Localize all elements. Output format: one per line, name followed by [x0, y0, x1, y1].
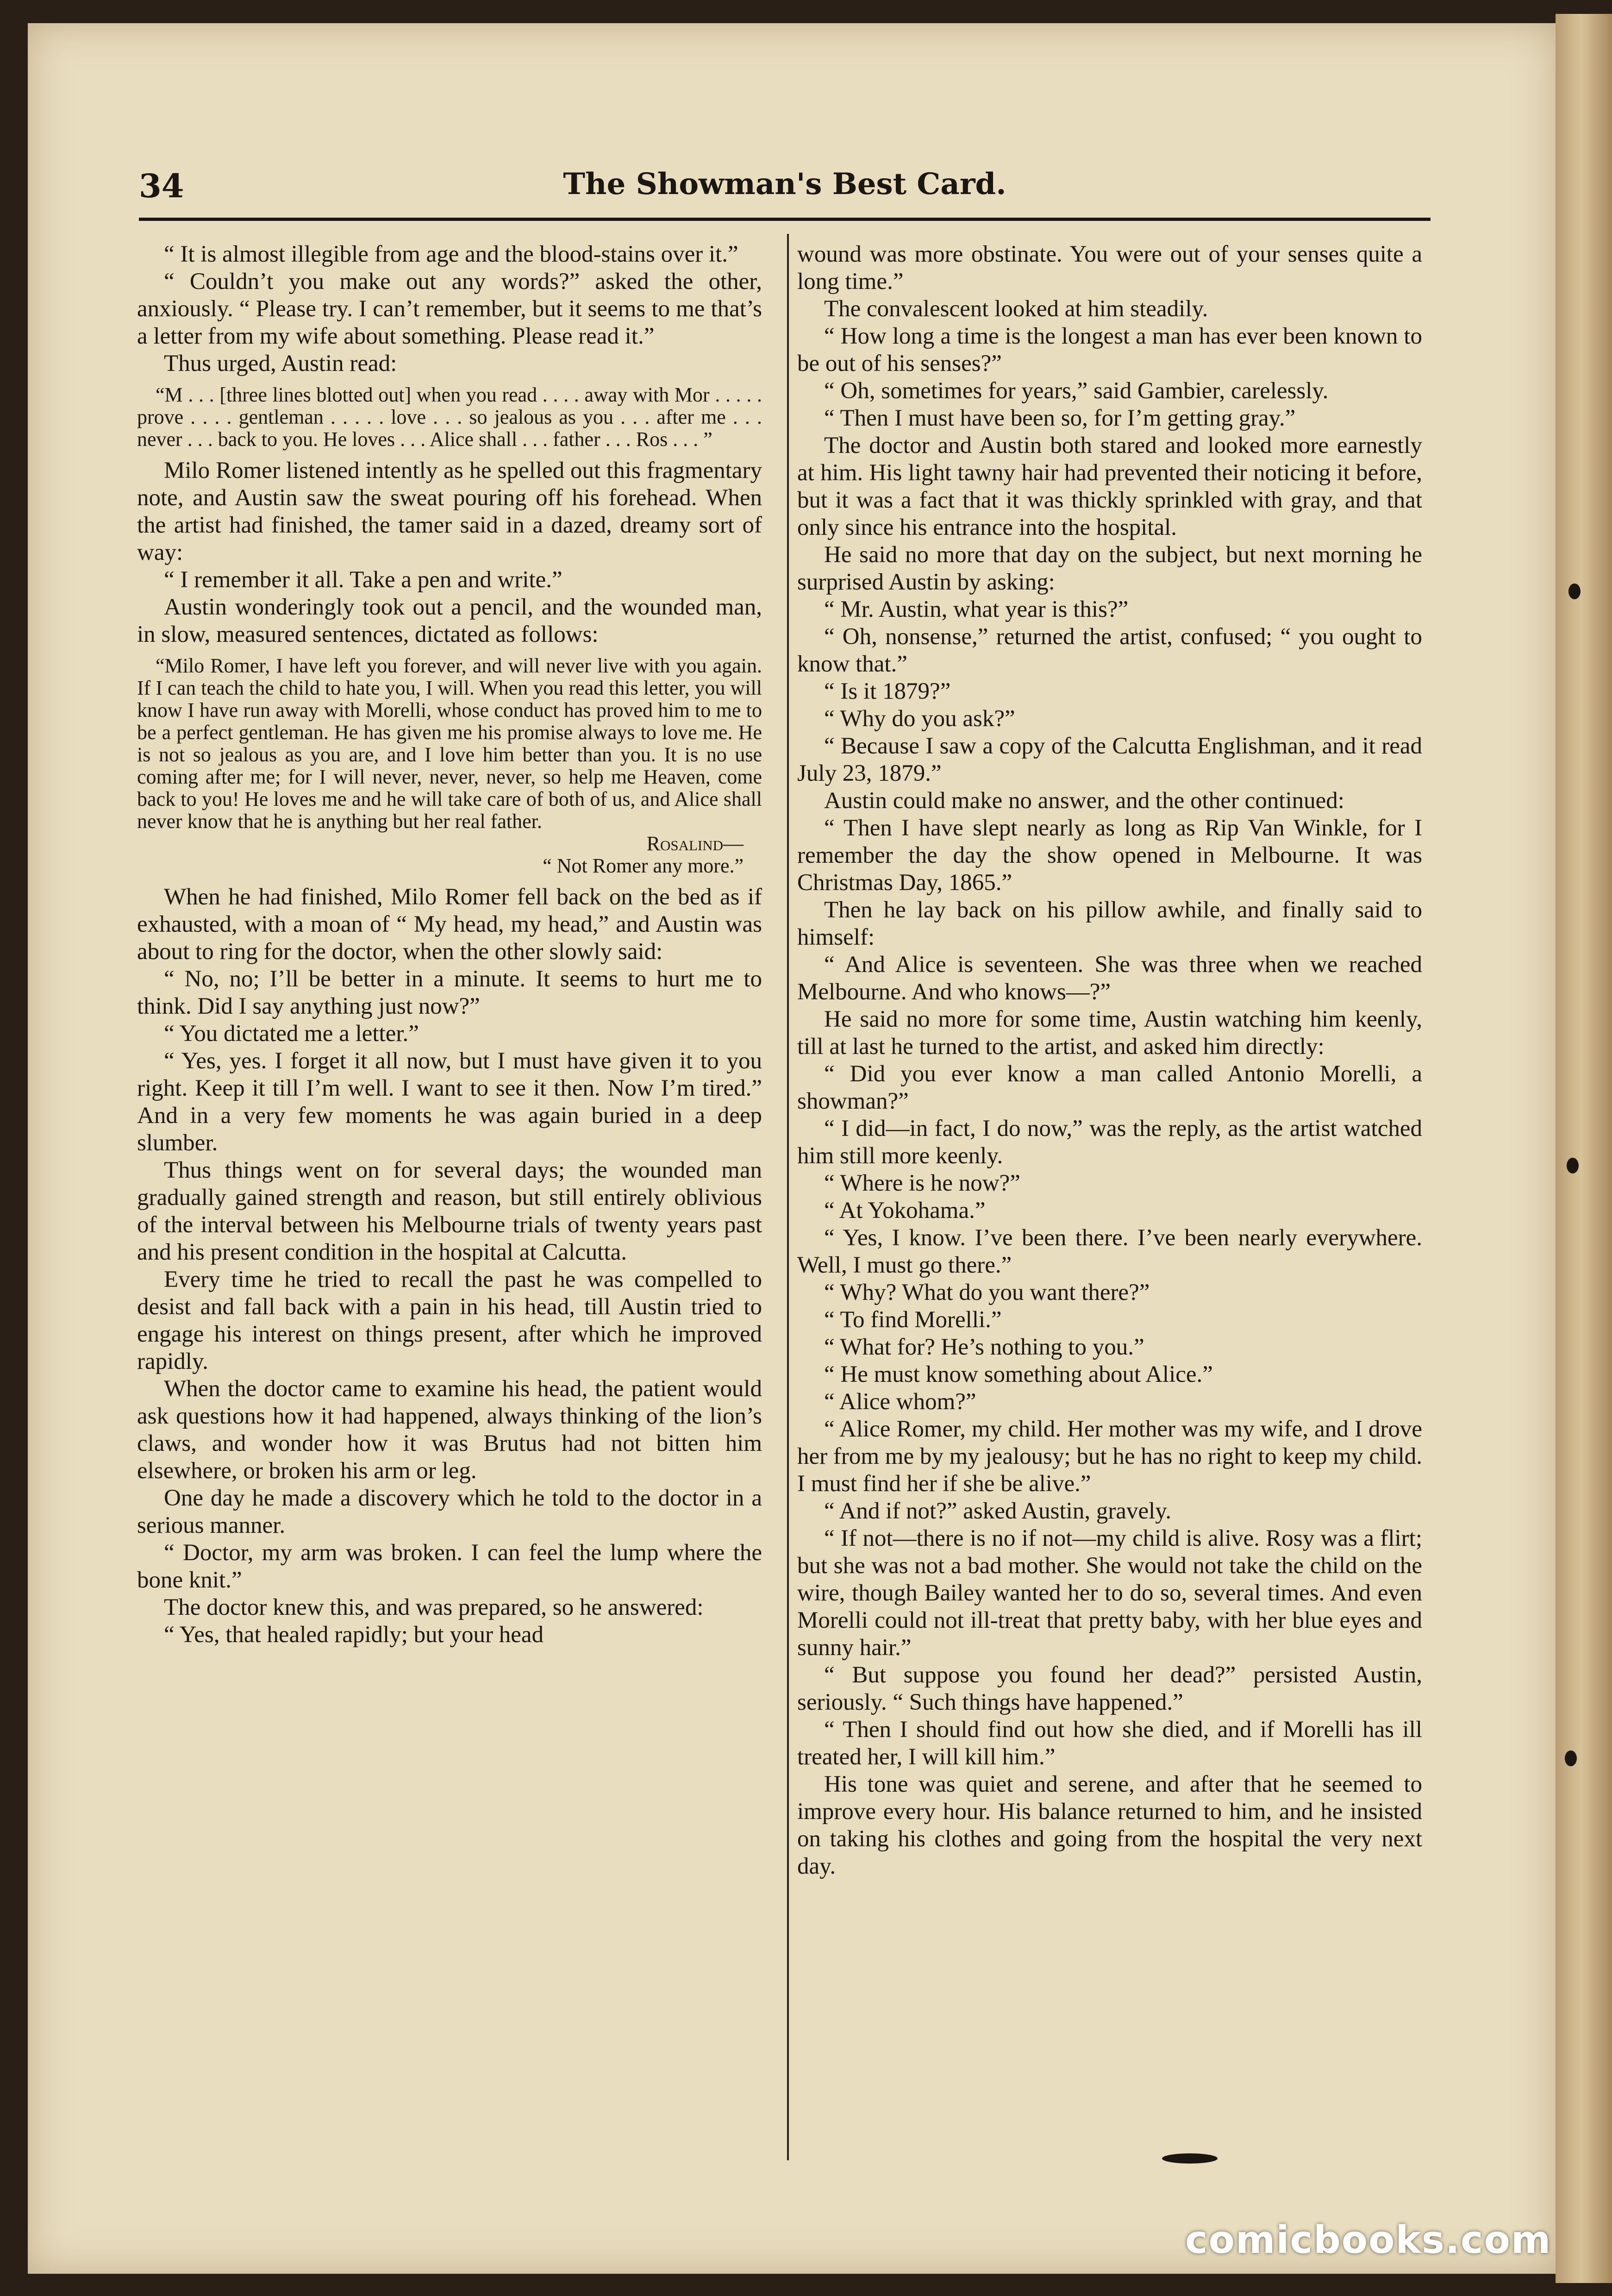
paragraph: “ How long a time is the longest a man has ever been known to be out of his senses?” [797, 323, 1422, 376]
paragraph: He said no more that day on the subject, but next morning he surprised Austin by asking: [797, 542, 1422, 595]
blotted-letter-fragment [137, 384, 762, 451]
book-spine-edge [1556, 14, 1612, 2283]
end-ornament [1162, 2153, 1218, 2164]
paragraph: Austin wonderingly took out a pencil, and the wounded man, in slow, measured sentences, dictated as follows: [137, 594, 762, 647]
paragraph: “ Yes, yes. I forget it all now, but I must have given it to you right. Keep it till I’m well. I want to see it then. Now I’m tired.” And in a very few moments he was again buried in a deep slumber. [137, 1048, 762, 1156]
paragraph: “ Yes, that healed rapidly; but your head [164, 1622, 544, 1648]
header-rule [139, 218, 1431, 221]
paragraph: “ Is it 1879?” [824, 678, 951, 704]
paragraph: “ What for? He’s nothing to you.” [824, 1334, 1144, 1360]
page-header [139, 167, 1431, 222]
paragraph: When the doctor came to examine his head, the patient would ask questions how it had happened, always thinking of the lion’s claws, and wonder how it was Brutus had not bitten him elsewhere, or broken his arm or leg. [137, 1376, 762, 1484]
column-divider [787, 234, 789, 2160]
left-column [137, 241, 762, 1649]
fragment-text: “M . . . [three lines blotted out] when you read . . . . away with Mor . . . . . prove . . . . gentleman . . . . . love . . . so jealous as you . . . after me . . . never . . . back to you. He loves . . . Alice shall . . . father . . . Ros . . . ” [137, 383, 762, 451]
paragraph: “ Yes, I know. I’ve been there. I’ve been nearly everywhere. Well, I must go there.” [797, 1225, 1422, 1278]
dictated-letter [137, 655, 762, 877]
binding-hole [1568, 583, 1581, 599]
paragraph: “ Oh, nonsense,” returned the artist, confused; “ you ought to know that.” [797, 624, 1422, 677]
page-number: 34 [139, 167, 184, 205]
paragraph: “ Did you ever know a man called Antonio Morelli, a showman?” [797, 1061, 1422, 1114]
paragraph: Thus things went on for several days; the wounded man gradually gained strength and reason, but still entirely oblivious of the interval between his Melbourne trials of twenty years past and his present condition in the hospital at Calcutta. [137, 1157, 762, 1265]
right-column [797, 241, 1422, 1880]
watermark: comicbooks.com [1185, 2218, 1552, 2262]
paragraph: “ I remember it all. Take a pen and write.” [164, 567, 562, 593]
paragraph: “ Doctor, my arm was broken. I can feel the lump where the bone knit.” [137, 1540, 762, 1593]
binding-hole [1567, 1158, 1579, 1173]
paragraph: “ He must know something about Alice.” [824, 1361, 1213, 1387]
paragraph: “ And if not?” asked Austin, gravely. [824, 1498, 1172, 1524]
paragraph: “ No, no; I’ll be better in a minute. It seems to hurt me to think. Did I say anything just now?” [137, 966, 762, 1019]
paragraph: Thus urged, Austin read: [164, 351, 397, 376]
paragraph: “ I did—in fact, I do now,” was the reply, as the artist watched him still more keenly. [797, 1116, 1422, 1169]
paragraph: Austin could make no answer, and the other continued: [824, 788, 1344, 814]
letter-body: “Milo Romer, I have left you forever, and will never live with you again. If I can teach the child to hate you, I will. When you read this letter, you will know I have run away with Morelli, whose conduct has proved him to me to be a perfect gentleman. He has given me his promise always to love me. He is not so jealous as you are, and I love him better than you. It is no use coming after me; for I will never, never, never, so help me Heaven, come back to you! He loves me and he will take care of both of us, and Alice shall never know that he is anything but her real father. [137, 654, 762, 833]
paragraph: “ Because I saw a copy of the Calcutta Englishman, and it read July 23, 1879.” [797, 733, 1422, 786]
paragraph: “ And Alice is seventeen. She was three when we reached Melbourne. And who knows—?” [797, 952, 1422, 1005]
paragraph: “ Then I have slept nearly as long as Rip Van Winkle, for I remember the day the show opened in Melbourne. It was Christmas Day, 1865.” [797, 815, 1422, 896]
paragraph: “ Then I must have been so, for I’m getting gray.” [824, 405, 1296, 431]
paragraph: “ Then I should find out how she died, and if Morelli has ill treated her, I will kill him.” [797, 1717, 1422, 1770]
paragraph: “ Alice Romer, my child. Her mother was my wife, and I drove her from me by my jealousy; but he has no right to keep my child. I must find her if she be alive.” [797, 1416, 1422, 1497]
paragraph: “ Couldn’t you make out any words?” asked the other, anxiously. “ Please try. I can’t remember, but it seems to me that’s a letter from my wife about something. Please read it.” [137, 269, 762, 349]
binding-hole [1565, 1750, 1577, 1766]
paragraph: Every time he tried to recall the past he was compelled to desist and fall back with a pain in his head, till Austin tried to engage his interest on things present, after which he improved rapidly. [137, 1267, 762, 1374]
paragraph: “ But suppose you found her dead?” persisted Austin, seriously. “ Such things have happened.” [797, 1662, 1422, 1715]
paragraph: Milo Romer listened intently as he spelled out this fragmentary note, and Austin saw the sweat pouring off his forehead. When the artist had finished, the tamer said in a dazed, dreamy sort of way: [137, 458, 762, 565]
paragraph: One day he made a discovery which he told to the doctor in a serious manner. [137, 1485, 762, 1538]
paragraph: He said no more for some time, Austin watching him keenly, till at last he turned to the artist, and asked him directly: [797, 1006, 1422, 1060]
paragraph: “ You dictated me a letter.” [164, 1021, 419, 1047]
paragraph: “ Oh, sometimes for years,” said Gambier, carelessly. [824, 378, 1329, 404]
paragraph: “ Mr. Austin, what year is this?” [824, 596, 1129, 622]
paragraph: When he had finished, Milo Romer fell back on the bed as if exhausted, with a moan of “ My head, my head,” and Austin was about to ring for the doctor, when the other slowly said: [137, 884, 762, 965]
paragraph: “ At Yokohama.” [824, 1198, 986, 1223]
paragraph: “ If not—there is no if not—my child is alive. Rosy was a flirt; but she was not a bad mother. She would not take the child on the wire, though Bailey wanted her to do so, several times. And even Morelli could not ill-treat that pretty baby, with her blue eyes and sunny hair.” [797, 1525, 1422, 1661]
paragraph: “ Why? What do you want there?” [824, 1280, 1150, 1305]
paragraph: “ It is almost illegible from age and the blood-stains over it.” [164, 241, 738, 267]
paragraph: Then he lay back on his pillow awhile, and finally said to himself: [797, 897, 1422, 950]
paragraph: “ Where is he now?” [824, 1170, 1020, 1196]
paragraph: His tone was quiet and serene, and after that he seemed to improve every hour. His balance returned to him, and he insisted on taking his clothes and going from the hospital the very next day. [797, 1771, 1422, 1879]
paragraph: “ Alice whom?” [824, 1389, 976, 1415]
paragraph: The doctor knew this, and was prepared, so he answered: [164, 1594, 704, 1620]
running-title: The Showman's Best Card. [563, 167, 1006, 201]
paragraph: The doctor and Austin both stared and looked more earnestly at him. His light tawny hair had prevented their noticing it before, but it was a fact that it was thickly sprinkled with gray, and that only since his entrance into the hospital. [797, 433, 1422, 540]
paragraph: “ To find Morelli.” [824, 1307, 1002, 1333]
paragraph: wound was more obstinate. You were out of your senses quite a long time.” [797, 241, 1422, 295]
letter-signature: Rosalind— [646, 832, 744, 855]
paragraph: The convalescent looked at him steadily. [824, 296, 1208, 322]
letter-postscript: “ Not Romer any more.” [543, 854, 744, 877]
paragraph: “ Why do you ask?” [824, 706, 1015, 732]
